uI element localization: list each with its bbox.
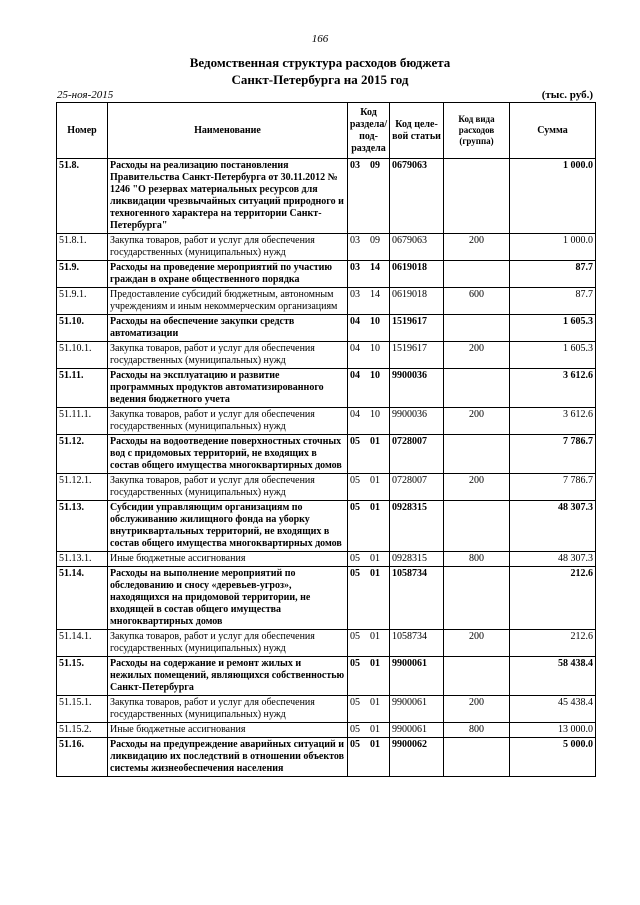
table-row (57, 738, 596, 777)
budget-table (56, 102, 596, 777)
row-section (348, 723, 390, 738)
row-name: Закупка товаров, работ и услуг для обеспечения государственных (муниципальных) нужд (108, 408, 348, 435)
row-section-code: 04 (350, 343, 360, 354)
row-name: Закупка товаров, работ и услуг для обеспечения государственных (муниципальных) нужд (108, 696, 348, 723)
table-row (57, 261, 596, 288)
row-target: 1058734 (390, 567, 444, 630)
row-number: 51.14. (57, 567, 108, 630)
row-expense-type: 800 (444, 723, 510, 738)
row-expense-type (444, 159, 510, 234)
row-target: 0728007 (390, 474, 444, 501)
row-section (348, 288, 390, 315)
row-target: 0679063 (390, 234, 444, 261)
row-section-code: 05 (350, 739, 360, 750)
table-row (57, 369, 596, 408)
row-number: 51.10.1. (57, 342, 108, 369)
header-expense-type: Код вида расходов (группа) (444, 103, 510, 159)
row-sum: 1 000.0 (510, 159, 596, 234)
row-expense-type (444, 657, 510, 696)
row-target: 0619018 (390, 261, 444, 288)
row-sum: 212.6 (510, 567, 596, 630)
row-subsection-code: 01 (370, 697, 380, 708)
row-target: 9900061 (390, 723, 444, 738)
row-sum: 87.7 (510, 261, 596, 288)
row-section-code: 05 (350, 436, 360, 447)
row-expense-type: 600 (444, 288, 510, 315)
page-title (0, 54, 640, 88)
row-sum: 87.7 (510, 288, 596, 315)
row-expense-type: 200 (444, 474, 510, 501)
row-subsection-code: 01 (370, 475, 380, 486)
row-target: 9900036 (390, 408, 444, 435)
row-section (348, 369, 390, 408)
row-target: 0619018 (390, 288, 444, 315)
page-number: 166 (311, 33, 329, 45)
row-section (348, 234, 390, 261)
row-section-code: 05 (350, 475, 360, 486)
row-name: Расходы на водоотведение поверхностных сточных вод с придомовых территорий, не входящих в состав общего имущества многоквартирных домов (108, 435, 348, 474)
row-section-code: 05 (350, 697, 360, 708)
row-section-code: 05 (350, 568, 360, 579)
row-section-code: 03 (350, 289, 360, 300)
row-number: 51.13. (57, 501, 108, 552)
row-expense-type (444, 369, 510, 408)
row-section (348, 261, 390, 288)
table-row (57, 234, 596, 261)
row-section-code: 05 (350, 502, 360, 513)
row-expense-type: 200 (444, 234, 510, 261)
row-target: 0928315 (390, 501, 444, 552)
row-target: 1519617 (390, 315, 444, 342)
row-expense-type (444, 501, 510, 552)
table-row (57, 159, 596, 234)
row-sum: 1 605.3 (510, 342, 596, 369)
row-section-code: 03 (350, 262, 360, 273)
row-subsection-code: 09 (370, 235, 380, 246)
row-subsection-code: 10 (370, 316, 380, 327)
table-header-row (57, 103, 596, 159)
row-number: 51.16. (57, 738, 108, 777)
row-subsection-code: 01 (370, 436, 380, 447)
units-label: (тыс. руб.) (541, 89, 593, 101)
row-section-code: 05 (350, 631, 360, 642)
row-subsection-code: 01 (370, 631, 380, 642)
row-subsection-code: 01 (370, 724, 380, 735)
table-row (57, 723, 596, 738)
row-sum: 48 307.3 (510, 501, 596, 552)
table-row (57, 501, 596, 552)
table-row (57, 408, 596, 435)
row-sum: 3 612.6 (510, 408, 596, 435)
row-number: 51.8. (57, 159, 108, 234)
row-expense-type: 800 (444, 552, 510, 567)
table-row (57, 288, 596, 315)
row-section (348, 630, 390, 657)
row-expense-type: 200 (444, 408, 510, 435)
row-expense-type: 200 (444, 696, 510, 723)
row-section (348, 435, 390, 474)
row-section-code: 05 (350, 658, 360, 669)
row-number: 51.14.1. (57, 630, 108, 657)
row-section (348, 159, 390, 234)
row-section (348, 657, 390, 696)
row-sum: 45 438.4 (510, 696, 596, 723)
header-target: Код целе- вой статьи (390, 103, 444, 159)
row-subsection-code: 01 (370, 658, 380, 669)
row-section-code: 04 (350, 316, 360, 327)
row-name: Расходы на выполнение мероприятий по обследованию и сносу «деревьев-угроз», находящихся на придомовой территории, не входящей в состав общего имущества многоквартирных домов (108, 567, 348, 630)
row-subsection-code: 10 (370, 409, 380, 420)
row-number: 51.11. (57, 369, 108, 408)
row-target: 1058734 (390, 630, 444, 657)
table-row (57, 567, 596, 630)
row-number: 51.12. (57, 435, 108, 474)
table-row (57, 552, 596, 567)
title-line-2: Санкт-Петербурга на 2015 год (231, 72, 409, 87)
row-target: 9900061 (390, 696, 444, 723)
row-subsection-code: 01 (370, 553, 380, 564)
row-section (348, 738, 390, 777)
table-row (57, 342, 596, 369)
row-subsection-code: 14 (370, 289, 380, 300)
row-target: 9900061 (390, 657, 444, 696)
row-sum: 48 307.3 (510, 552, 596, 567)
row-expense-type (444, 738, 510, 777)
row-name: Закупка товаров, работ и услуг для обеспечения государственных (муниципальных) нужд (108, 630, 348, 657)
title-line-1: Ведомственная структура расходов бюджета (189, 55, 451, 70)
row-number: 51.15.2. (57, 723, 108, 738)
table-row (57, 435, 596, 474)
row-name: Расходы на проведение мероприятий по участию граждан в охране общественного порядка (108, 261, 348, 288)
row-expense-type (444, 315, 510, 342)
row-name: Иные бюджетные ассигнования (108, 552, 348, 567)
row-number: 51.11.1. (57, 408, 108, 435)
row-expense-type (444, 261, 510, 288)
row-subsection-code: 09 (370, 160, 380, 171)
row-name: Расходы на содержание и ремонт жилых и нежилых помещений, являющихся собственностью Санкт-Петербурга (108, 657, 348, 696)
header-sum: Сумма (510, 103, 596, 159)
row-section (348, 342, 390, 369)
row-sum: 3 612.6 (510, 369, 596, 408)
row-number: 51.12.1. (57, 474, 108, 501)
row-section (348, 696, 390, 723)
header-section: Код раздела/ под- раздела (348, 103, 390, 159)
row-section-code: 03 (350, 160, 360, 171)
row-sum: 7 786.7 (510, 435, 596, 474)
row-expense-type: 200 (444, 630, 510, 657)
row-name: Закупка товаров, работ и услуг для обеспечения государственных (муниципальных) нужд (108, 474, 348, 501)
header-number: Номер (57, 103, 108, 159)
table-row (57, 657, 596, 696)
row-name: Расходы на реализацию постановления Правительства Санкт-Петербурга от 30.11.2012 № 1246 "О резервах материальных ресурсов для ликвидации чрезвычайных ситуаций природного и техногенного характера на территории Санкт-Петербурга" (108, 159, 348, 234)
row-section (348, 315, 390, 342)
row-target: 0928315 (390, 552, 444, 567)
row-name: Субсидии управляющим организациям по обслуживанию жилищного фонда на уборку внутриквартальных территорий, не входящих в состав общего имущества многоквартирных домов (108, 501, 348, 552)
row-name: Расходы на эксплуатацию и развитие программных продуктов автоматизированного ведения бюджетного учета (108, 369, 348, 408)
table-row (57, 474, 596, 501)
row-section-code: 04 (350, 370, 360, 381)
header-name: Наименование (108, 103, 348, 159)
row-subsection-code: 01 (370, 502, 380, 513)
row-name: Закупка товаров, работ и услуг для обеспечения государственных (муниципальных) нужд (108, 342, 348, 369)
row-section-code: 05 (350, 553, 360, 564)
row-name: Расходы на предупреждение аварийных ситуаций и ликвидацию их последствий в отношении объектов системы жизнеобеспечения населения (108, 738, 348, 777)
row-subsection-code: 01 (370, 568, 380, 579)
row-section-code: 04 (350, 409, 360, 420)
table-row (57, 630, 596, 657)
row-number: 51.9.1. (57, 288, 108, 315)
row-expense-type: 200 (444, 342, 510, 369)
row-name: Предоставление субсидий бюджетным, автономным учреждениям и иным некоммерческим организациям (108, 288, 348, 315)
document-date: 25-ноя-2015 (57, 89, 114, 101)
row-number: 51.15.1. (57, 696, 108, 723)
row-subsection-code: 14 (370, 262, 380, 273)
row-expense-type (444, 435, 510, 474)
row-subsection-code: 01 (370, 739, 380, 750)
row-number: 51.10. (57, 315, 108, 342)
row-sum: 1 605.3 (510, 315, 596, 342)
row-section-code: 03 (350, 235, 360, 246)
row-section (348, 501, 390, 552)
row-target: 9900062 (390, 738, 444, 777)
row-section (348, 567, 390, 630)
row-subsection-code: 10 (370, 343, 380, 354)
row-section (348, 408, 390, 435)
row-number: 51.9. (57, 261, 108, 288)
row-expense-type (444, 567, 510, 630)
table-body (57, 159, 596, 777)
row-section (348, 552, 390, 567)
row-target: 0679063 (390, 159, 444, 234)
table-row (57, 315, 596, 342)
row-sum: 13 000.0 (510, 723, 596, 738)
row-sum: 5 000.0 (510, 738, 596, 777)
row-number: 51.13.1. (57, 552, 108, 567)
row-subsection-code: 10 (370, 370, 380, 381)
row-target: 0728007 (390, 435, 444, 474)
row-number: 51.15. (57, 657, 108, 696)
row-target: 1519617 (390, 342, 444, 369)
row-name: Закупка товаров, работ и услуг для обеспечения государственных (муниципальных) нужд (108, 234, 348, 261)
row-name: Иные бюджетные ассигнования (108, 723, 348, 738)
row-sum: 58 438.4 (510, 657, 596, 696)
row-sum: 7 786.7 (510, 474, 596, 501)
row-number: 51.8.1. (57, 234, 108, 261)
row-section-code: 05 (350, 724, 360, 735)
row-sum: 212.6 (510, 630, 596, 657)
table-row (57, 696, 596, 723)
row-name: Расходы на обеспечение закупки средств автоматизации (108, 315, 348, 342)
row-target: 9900036 (390, 369, 444, 408)
row-section (348, 474, 390, 501)
row-sum: 1 000.0 (510, 234, 596, 261)
